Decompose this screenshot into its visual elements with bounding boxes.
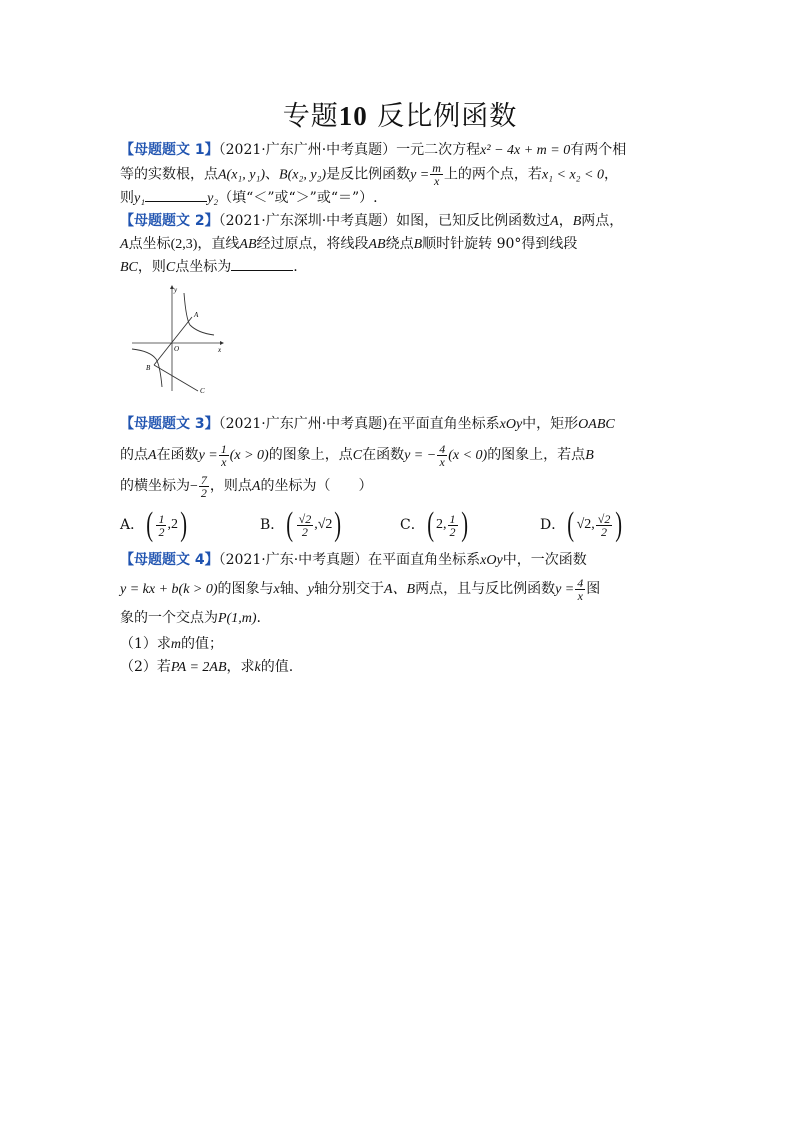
graph-label-y: y <box>174 286 178 294</box>
line-ab <box>154 317 192 365</box>
q3-text: 的图象上，若点 <box>487 447 586 463</box>
q2-text: 如图，已知反比例函数过 <box>396 213 551 229</box>
q4-point-p: P(1,m) <box>218 611 257 626</box>
q3-text: 的坐标为（ ） <box>260 478 373 494</box>
graph-label-c: C <box>200 387 205 395</box>
q2-text: 两点， <box>581 213 624 229</box>
graph-label-x: x <box>218 346 222 354</box>
q1-text: （填“＜”或“＞”或“＝”）. <box>218 190 378 206</box>
q3-function-2-lhs: y = − <box>404 448 437 463</box>
document-page <box>120 96 680 679</box>
q3-function-1-condition: (x > 0) <box>229 448 269 463</box>
option-label: D． <box>540 517 566 533</box>
fraction-numerator: 1 <box>220 441 227 456</box>
q3-function-1-lhs: y = <box>198 448 218 463</box>
q1-point-b: B(x₂, y₂) <box>279 167 327 183</box>
paren-right: ) <box>460 506 468 543</box>
option-label: B． <box>260 517 285 533</box>
q2-text: . <box>293 259 298 275</box>
option-fraction <box>448 513 458 538</box>
q4-var: k <box>254 660 261 675</box>
fraction-denominator: 2 <box>601 524 608 539</box>
q3-text: 中，矩形 <box>522 416 579 432</box>
title-suffix: 反比例函数 <box>377 101 518 132</box>
q1-function-fraction <box>430 162 443 187</box>
q3-option-a[interactable] <box>120 508 260 542</box>
q3-text: 的点 <box>120 447 148 463</box>
q4-text: 轴分别交于 <box>313 581 384 597</box>
q2-coordinate: (2,3) <box>170 237 198 252</box>
q4-var: y <box>307 582 314 597</box>
option-value: √2 <box>576 517 592 532</box>
q1-text: 、 <box>265 166 280 183</box>
q3-function-1-fraction <box>219 443 229 468</box>
q3-b-x-fraction <box>199 474 209 499</box>
q2-var: B <box>572 214 582 229</box>
q4-text: 象的一个交点为 <box>120 610 218 626</box>
q4-subquestion-2 <box>120 656 680 679</box>
question-4 <box>120 546 680 679</box>
paren-right: ) <box>334 506 342 543</box>
q4-text: 的值. <box>260 659 294 675</box>
q4-function-fraction <box>575 577 585 602</box>
q4-text: . <box>256 610 261 626</box>
q4-text: （2）若 <box>120 659 171 675</box>
comma: , <box>314 517 318 532</box>
q2-text: 经过原点，将线段 <box>256 236 369 252</box>
paren-right: ) <box>615 506 623 543</box>
x-axis-arrow <box>220 341 224 345</box>
q2-var: AB <box>368 237 386 252</box>
q1-text: 上的两个点，若 <box>443 166 542 183</box>
q3-var: B <box>585 448 594 463</box>
q4-source: （2021·广东·中考真题） <box>218 552 369 568</box>
paren-right: ) <box>180 506 188 543</box>
q3-sign: − <box>190 479 198 494</box>
q2-text: 点坐标为 <box>175 259 232 275</box>
q1-equation: x² − 4x + m = 0 <box>480 143 571 158</box>
q4-text: 轴、 <box>279 581 308 597</box>
q3-text: ，则点 <box>209 478 252 494</box>
q4-text: 的值； <box>181 636 224 652</box>
q1-text: 等的实数根，点 <box>120 166 218 183</box>
q2-answer-blank <box>231 256 293 271</box>
q2-text: 点坐标 <box>128 236 171 252</box>
question-3 <box>120 409 680 542</box>
title-number: 10 <box>338 101 368 131</box>
option-fraction <box>156 513 166 538</box>
page-title <box>120 96 680 137</box>
q3-text: 在函数 <box>156 447 199 463</box>
paren-left: ( <box>286 506 294 543</box>
q2-var: A <box>120 237 129 252</box>
q1-text: 一元二次方程 <box>396 142 481 158</box>
q2-var: AB <box>239 237 257 252</box>
q1-condition: x₁ < x₂ < 0 <box>541 167 604 183</box>
fraction-denominator: 2 <box>200 485 207 500</box>
q3-options <box>120 508 680 542</box>
q2-graph-figure <box>128 283 228 395</box>
option-value: 2 <box>170 517 178 532</box>
q4-var: x <box>273 582 280 597</box>
comma: , <box>591 517 595 532</box>
q4-var: m <box>170 637 182 652</box>
fraction-numerator: 4 <box>577 575 584 590</box>
q4-function-lhs: y = <box>555 582 575 597</box>
q3-var: A <box>251 479 261 494</box>
q3-var: OABC <box>578 417 615 432</box>
q3-text: 的图象上，点 <box>268 447 353 463</box>
paren-left: ( <box>146 506 154 543</box>
q4-var: xOy <box>480 553 503 568</box>
fraction-numerator: 7 <box>200 472 207 487</box>
q1-text: 有两个相 <box>570 142 627 158</box>
fraction-numerator: m <box>432 161 441 175</box>
q2-var: B <box>413 237 423 252</box>
option-value: 2 <box>436 517 444 532</box>
hyperbola-branch-q1 <box>184 293 214 335</box>
q4-var: A、B <box>383 582 416 597</box>
fraction-denominator: x <box>221 454 227 469</box>
q4-text: 中，一次函数 <box>502 552 587 568</box>
q4-text: ，求 <box>226 659 255 675</box>
fraction-denominator: x <box>433 174 440 188</box>
title-prefix: 专题 <box>282 101 339 132</box>
q1-text: 则 <box>120 190 134 206</box>
option-fraction <box>596 513 613 538</box>
option-label: C． <box>400 517 425 533</box>
q2-text: 顺时针旋转 90°得到线段 <box>422 236 578 252</box>
option-fraction <box>297 513 314 538</box>
q4-subquestion-1 <box>120 633 680 656</box>
comma: , <box>167 517 171 532</box>
q2-text: ， <box>558 213 573 229</box>
q2-var: A <box>550 214 559 229</box>
q2-text: ，直线 <box>197 236 240 252</box>
q3-text: 在平面直角坐标系 <box>387 416 500 432</box>
q3-var: xOy <box>499 417 523 432</box>
q4-line-equation: y = kx + b(k > 0) <box>120 582 218 597</box>
q1-text: 是反比例函数 <box>326 166 411 183</box>
question-1 <box>120 139 680 210</box>
option-value: √2 <box>317 517 333 532</box>
q2-var: BC <box>120 260 138 275</box>
q3-option-b[interactable] <box>260 508 400 542</box>
q1-function-lhs: y = <box>410 167 430 183</box>
q3-tag: 【母题题文 3】 <box>120 416 219 432</box>
fraction-numerator: 1 <box>158 511 165 526</box>
fraction-denominator: 2 <box>158 524 165 539</box>
fraction-numerator: √2 <box>597 511 611 526</box>
q3-function-2-condition: (x < 0) <box>448 448 488 463</box>
q1-source: （2021·广东广州·中考真题） <box>218 142 397 158</box>
q1-point-a: A(x₁, y₁) <box>218 167 266 183</box>
fraction-numerator: 4 <box>439 441 446 456</box>
q1-tag: 【母题题文 1】 <box>120 142 219 158</box>
fraction-denominator: 2 <box>301 524 308 539</box>
option-label: A． <box>120 517 145 533</box>
q3-option-c[interactable] <box>400 508 540 542</box>
q4-tag: 【母题题文 4】 <box>120 552 219 568</box>
q4-text: （1）求 <box>120 636 171 652</box>
q2-source: （2021·广东深圳·中考真题） <box>218 213 397 229</box>
graph-label-a: A <box>194 311 199 319</box>
q4-text: 图 <box>586 581 601 597</box>
q3-source: （2021·广东广州·中考真题) <box>218 416 388 432</box>
q3-option-d[interactable] <box>540 508 680 542</box>
q4-text: 的图象与 <box>217 581 274 597</box>
q2-var: C <box>165 260 176 275</box>
q3-var: A <box>148 448 157 463</box>
fraction-numerator: 1 <box>449 511 456 526</box>
q1-text: ， <box>604 166 618 183</box>
paren-left: ( <box>426 506 434 543</box>
q3-text: 在函数 <box>362 447 405 463</box>
comma: , <box>443 517 447 532</box>
q2-tag: 【母题题文 2】 <box>120 213 219 229</box>
graph-label-b: B <box>146 364 151 372</box>
paren-left: ( <box>567 506 575 543</box>
q3-function-2-fraction <box>437 443 447 468</box>
q1-y2: y₂ <box>207 191 219 206</box>
question-2 <box>120 210 680 409</box>
q4-condition: PA = 2AB <box>170 660 227 675</box>
q4-text: 在平面直角坐标系 <box>368 552 481 568</box>
fraction-denominator: x <box>439 454 445 469</box>
q3-text: 的横坐标为 <box>120 478 190 494</box>
q1-y1: y₁ <box>134 191 146 206</box>
q3-var: C <box>352 448 363 463</box>
graph-label-o: O <box>174 345 180 353</box>
q1-answer-blank <box>145 187 207 202</box>
q4-text: 两点，且与反比例函数 <box>415 581 556 597</box>
q2-text: 绕点 <box>385 236 414 252</box>
fraction-numerator: √2 <box>298 511 312 526</box>
fraction-denominator: 2 <box>449 524 456 539</box>
fraction-denominator: x <box>577 588 583 603</box>
q2-text: ，则 <box>137 259 166 275</box>
